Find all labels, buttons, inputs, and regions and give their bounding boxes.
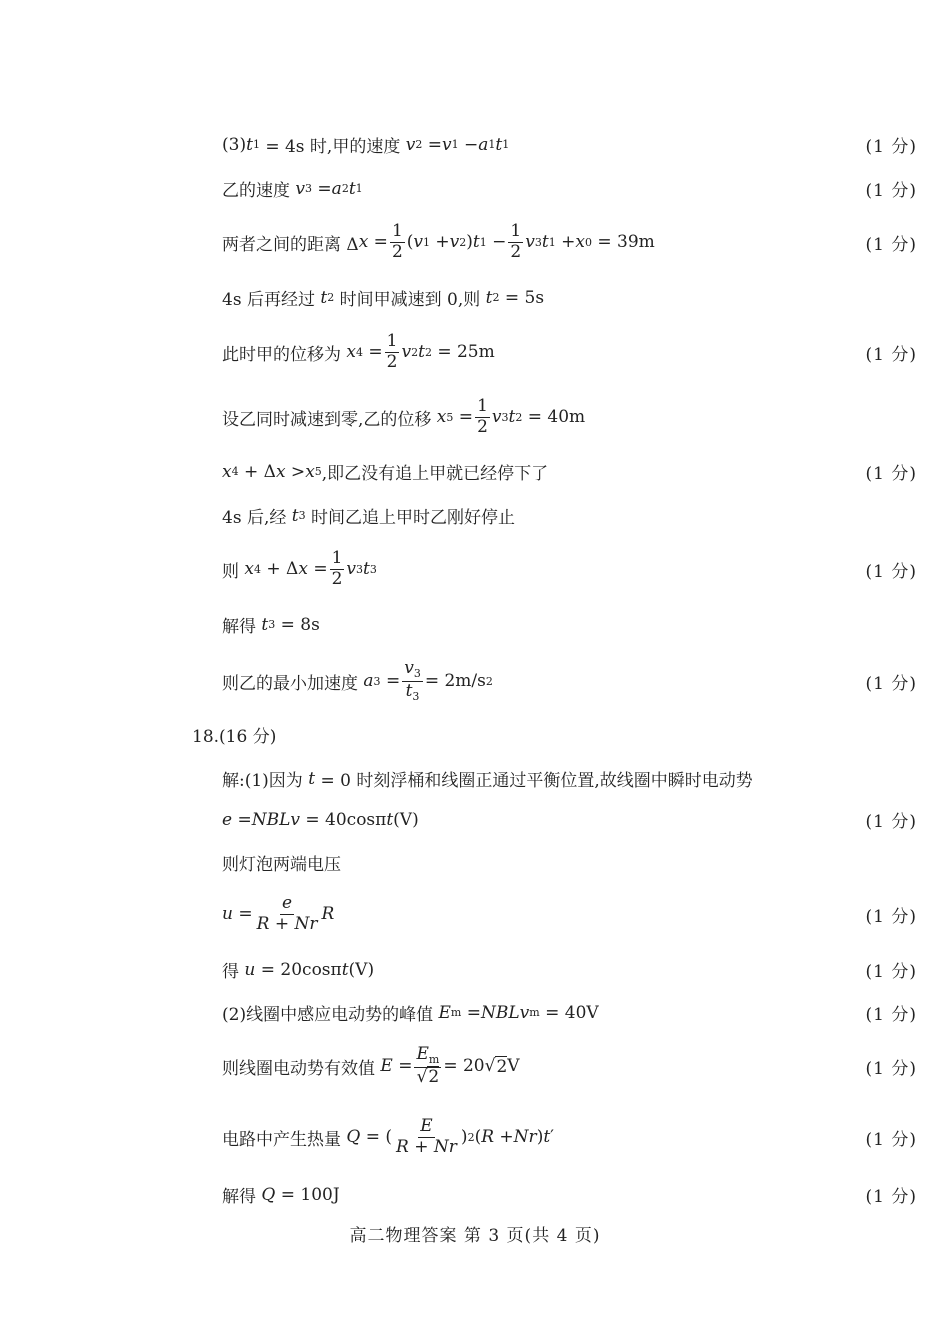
score-label: (1 分) bbox=[865, 1129, 917, 1150]
answer-line-1 bbox=[222, 132, 917, 157]
score-label: (1 分) bbox=[865, 1058, 917, 1079]
line-text: 得 u = 20cosπ t (V) bbox=[222, 959, 375, 982]
line-text: 电路中产生热量 Q = ( $\frac{E}{R + Nr}$ ) 2 ( R + Nr ) t ′ bbox=[222, 1116, 555, 1157]
score-label: (1 分) bbox=[865, 673, 917, 694]
score-label: (1 分) bbox=[865, 812, 917, 832]
answer-line-20 bbox=[222, 1182, 917, 1207]
line-text: 则线圈电动势有效值 E = $\frac{E_m}{√2}$ = 20√ 2 V bbox=[222, 1044, 520, 1087]
answer-line-9 bbox=[222, 549, 917, 589]
answer-line-10 bbox=[222, 612, 917, 637]
line-text: 此时甲的位移为 x 4 = $\frac{1}{2}$ v 2 t 2 = 25m bbox=[222, 331, 495, 372]
score-label: (1 分) bbox=[865, 344, 917, 365]
answer-line-17 bbox=[222, 1000, 917, 1025]
score-label: (1 分) bbox=[865, 906, 917, 927]
answer-line-4 bbox=[222, 285, 917, 310]
answer-line-12 bbox=[222, 766, 917, 791]
answer-line-18 bbox=[222, 1045, 917, 1087]
score-label: (1 分) bbox=[865, 1187, 917, 1207]
line-text: (2)线圈中感应电动势的峰值 E m = NBLv m = 40V bbox=[222, 1002, 599, 1025]
line-text: 设乙同时减速到零,乙的位移 x 5 = $\frac{1}{2}$ v 3 t 2 = 40m bbox=[222, 396, 586, 437]
line-text: 则乙的最小加速度 a 3 = $\frac{v_3}{t_3}$ = 2m/s 2 bbox=[222, 658, 493, 703]
line-text: x 4 + Δ x > x 5 ,即乙没有追上甲就已经停下了 bbox=[222, 461, 549, 484]
score-label: (1 分) bbox=[865, 181, 917, 201]
line-text: (3) t 1 = 4s 时,甲的速度 v 2 = v 1 − a 1 t 1 bbox=[222, 134, 510, 157]
score-label: (1 分) bbox=[865, 1005, 917, 1025]
score-label: (1 分) bbox=[865, 464, 917, 484]
answer-line-3 bbox=[222, 222, 917, 262]
answer-line-14 bbox=[222, 850, 917, 875]
line-text: 解得 t 3 = 8s bbox=[222, 614, 320, 637]
line-text: 两者之间的距离 Δ x = $\frac{1}{2}$ ( v 1 + v 2 ) t 1 − $\frac{1}{2}$ v 3 t 1 + x 0 = 39m bbox=[222, 221, 655, 262]
answer-line-6 bbox=[222, 397, 917, 437]
answer-line-8 bbox=[222, 503, 917, 528]
line-text: 18.(16 分) bbox=[192, 727, 277, 747]
answer-line-13 bbox=[222, 807, 917, 832]
answer-line-7 bbox=[222, 459, 917, 484]
line-text: 解:(1)因为 t = 0 时刻浮桶和线圈正通过平衡位置,故线圈中瞬时电动势 bbox=[222, 768, 753, 791]
page-footer: 高二物理答案 第 3 页(共 4 页) bbox=[349, 1226, 601, 1246]
line-text: u = $\frac{e}{R + Nr}$ R bbox=[222, 893, 335, 934]
line-text: 4s 后再经过 t 2 时间甲减速到 0,则 t 2 = 5s bbox=[222, 287, 545, 310]
line-text: e = NBLv = 40cosπ t (V) bbox=[222, 809, 419, 830]
answer-line-15 bbox=[222, 894, 917, 934]
line-text: 则 x 4 + Δ x = $\frac{1}{2}$ v 3 t 3 bbox=[222, 548, 377, 589]
answer-line-5 bbox=[222, 332, 917, 372]
score-label: (1 分) bbox=[865, 137, 917, 157]
line-text: 4s 后,经 t 3 时间乙追上甲时乙刚好停止 bbox=[222, 505, 516, 528]
score-label: (1 分) bbox=[865, 962, 917, 982]
line-text: 乙的速度 v 3 = a 2 t 1 bbox=[222, 178, 363, 201]
answer-line-2 bbox=[222, 176, 917, 201]
line-text: 解得 Q = 100J bbox=[222, 1184, 340, 1207]
line-text: 则灯泡两端电压 bbox=[222, 855, 341, 875]
answer-line-11 bbox=[222, 659, 917, 703]
score-label: (1 分) bbox=[865, 234, 917, 255]
question-heading bbox=[192, 722, 917, 747]
score-label: (1 分) bbox=[865, 561, 917, 582]
answer-line-19 bbox=[222, 1117, 917, 1157]
answer-line-16 bbox=[222, 957, 917, 982]
